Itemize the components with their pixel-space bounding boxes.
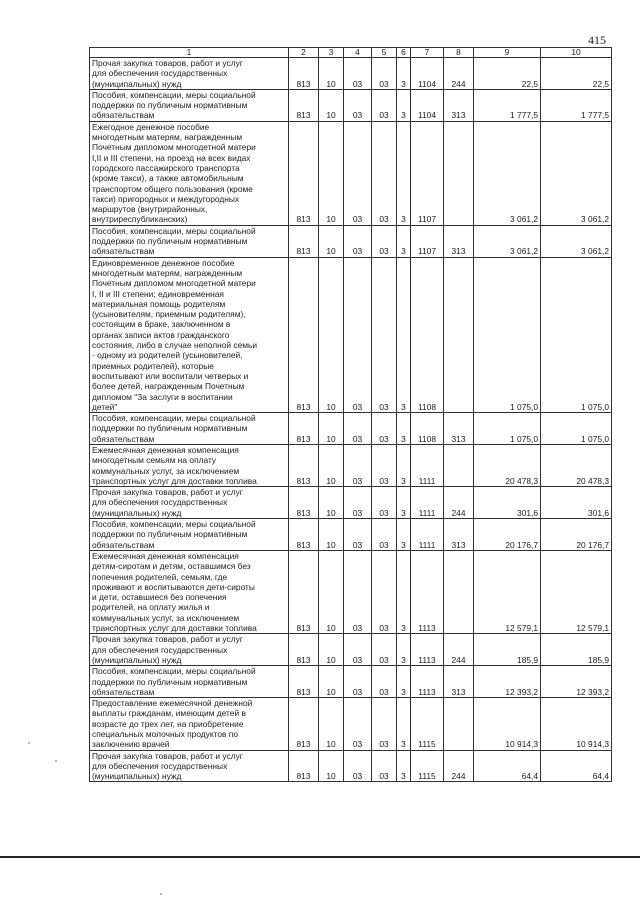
row-c3-cell: 10 [319,257,344,412]
row-c9-cell: 12 393,2 [474,666,541,698]
table-row [90,121,612,225]
row-c9-cell: 3 061,2 [474,121,541,225]
row-c7-cell: 1111 [411,444,444,486]
scan-speck [160,893,162,895]
row-c8-cell [444,121,474,225]
row-c8-cell: 244 [444,487,474,519]
row-c3-cell: 10 [319,550,344,633]
row-c9-cell: 22,5 [474,58,541,90]
row-c3-cell: 10 [319,750,344,782]
row-c2-cell: 813 [289,89,319,121]
row-c2-cell: 813 [289,121,319,225]
row-name-cell: Пособия, компенсации, меры социальной поддержки по публичным нормативным обязательствам [90,225,289,257]
row-c8-cell: 313 [444,225,474,257]
header-cell: 2 [289,48,319,58]
row-c10-cell: 301,6 [541,487,612,519]
row-c7-cell: 1115 [411,698,444,750]
row-c6-cell: 3 [397,519,411,551]
row-c7-cell: 1111 [411,519,444,551]
row-c2-cell: 813 [289,750,319,782]
row-c5-cell: 03 [372,58,397,90]
row-c9-cell: 185,9 [474,634,541,666]
row-c10-cell: 3 061,2 [541,225,612,257]
row-c4-cell: 03 [344,698,372,750]
page-number: 415 [588,33,606,47]
scan-speck [55,760,57,762]
row-c2-cell: 813 [289,519,319,551]
row-c6-cell: 3 [397,444,411,486]
row-c7-cell: 1113 [411,550,444,633]
row-c10-cell: 1 075,0 [541,257,612,412]
row-c7-cell: 1108 [411,413,444,445]
table-body [90,58,612,782]
header-cell: 5 [372,48,397,58]
header-cell: 4 [344,48,372,58]
row-c8-cell: 313 [444,519,474,551]
row-name-cell: Прочая закупка товаров, работ и услуг для обеспечения государственных (муниципальных) нужд [90,750,289,782]
row-c6-cell: 3 [397,257,411,412]
row-c6-cell: 3 [397,89,411,121]
budget-table [89,47,612,782]
row-c9-cell: 10 914,3 [474,698,541,750]
row-c3-cell: 10 [319,487,344,519]
row-c2-cell: 813 [289,413,319,445]
header-cell: 9 [474,48,541,58]
row-c5-cell: 03 [372,634,397,666]
row-name-cell: Предоставление ежемесячной денежной выплаты гражданам, имеющим детей в возрасте до трех лет, на приобретение специальных молочных продуктов по заключению врачей [90,698,289,750]
row-name-cell: Прочая закупка товаров, работ и услуг для обеспечения государственных (муниципальных) нужд [90,487,289,519]
row-name-cell: Единовременное денежное пособие многодетным матерям, награжденным Почетным дипломом многодетной матери I, II и III степени; единовременная материальная помощь родителям (усыновителям, приемным родителям), состоящим в браке, заключенном в органах записи актов гражданского состояния, либо в случае неполной семьи - одному из родителей (усыновителей, приемных родителей), которые воспитывают или воспитали четверых и более детей, награжденным Почетным дипломом "За заслуги в воспитании детей" [90,257,289,412]
row-c8-cell [444,550,474,633]
row-c2-cell: 813 [289,666,319,698]
row-c6-cell: 3 [397,58,411,90]
row-name-cell: Прочая закупка товаров, работ и услуг для обеспечения государственных (муниципальных) нужд [90,634,289,666]
row-c10-cell: 185,9 [541,634,612,666]
table-row [90,487,612,519]
row-c8-cell [444,698,474,750]
row-c4-cell: 03 [344,666,372,698]
row-c8-cell: 244 [444,750,474,782]
scan-speck [28,742,30,744]
row-c5-cell: 03 [372,225,397,257]
row-c6-cell: 3 [397,634,411,666]
row-c2-cell: 813 [289,225,319,257]
row-c4-cell: 03 [344,58,372,90]
table-row [90,666,612,698]
row-c4-cell: 03 [344,444,372,486]
header-cell: 3 [319,48,344,58]
row-c9-cell: 3 061,2 [474,225,541,257]
row-c3-cell: 10 [319,634,344,666]
row-c5-cell: 03 [372,257,397,412]
row-name-cell: Пособия, компенсации, меры социальной поддержки по публичным нормативным обязательствам [90,666,289,698]
row-c5-cell: 03 [372,698,397,750]
row-c4-cell: 03 [344,634,372,666]
row-c10-cell: 3 061,2 [541,121,612,225]
row-c2-cell: 813 [289,257,319,412]
row-c5-cell: 03 [372,444,397,486]
row-c10-cell: 12 579,1 [541,550,612,633]
row-c3-cell: 10 [319,121,344,225]
row-c9-cell: 12 579,1 [474,550,541,633]
row-c2-cell: 813 [289,550,319,633]
table-row [90,257,612,412]
table-header-row [90,48,612,58]
row-c5-cell: 03 [372,666,397,698]
row-c10-cell: 22,5 [541,58,612,90]
row-c7-cell: 1111 [411,487,444,519]
row-c7-cell: 1107 [411,121,444,225]
row-c3-cell: 10 [319,413,344,445]
row-name-cell: Пособия, компенсации, меры социальной поддержки по публичным нормативным обязательствам [90,89,289,121]
row-c10-cell: 20 478,3 [541,444,612,486]
row-c10-cell: 20 176,7 [541,519,612,551]
row-c3-cell: 10 [319,444,344,486]
row-c9-cell: 1 777,5 [474,89,541,121]
row-name-cell: Ежемесячная денежная компенсация многодетным семьям на оплату коммунальных услуг, за исключением транспортных услуг для доставки топлива [90,444,289,486]
row-c5-cell: 03 [372,487,397,519]
row-c7-cell: 1108 [411,257,444,412]
table-row [90,444,612,486]
row-c9-cell: 20 176,7 [474,519,541,551]
row-c4-cell: 03 [344,487,372,519]
row-c7-cell: 1113 [411,666,444,698]
row-c3-cell: 10 [319,225,344,257]
row-c2-cell: 813 [289,698,319,750]
row-c6-cell: 3 [397,225,411,257]
row-c10-cell: 1 777,5 [541,89,612,121]
row-c5-cell: 03 [372,750,397,782]
row-c2-cell: 813 [289,58,319,90]
row-c6-cell: 3 [397,550,411,633]
row-c3-cell: 10 [319,519,344,551]
table-row [90,225,612,257]
row-c4-cell: 03 [344,750,372,782]
table-row [90,698,612,750]
row-c8-cell: 244 [444,634,474,666]
row-c3-cell: 10 [319,58,344,90]
row-c10-cell: 12 393,2 [541,666,612,698]
row-c4-cell: 03 [344,550,372,633]
row-c9-cell: 301,6 [474,487,541,519]
row-c2-cell: 813 [289,487,319,519]
row-c5-cell: 03 [372,519,397,551]
row-c9-cell: 1 075,0 [474,257,541,412]
row-c5-cell: 03 [372,413,397,445]
row-name-cell: Ежемесячная денежная компенсация детям-сиротам и детям, оставшимся без попечения родителей, семьям, где проживают и воспитываются дети-сироты и дети, оставшиеся без попечения родителей, на оплату жилья и коммунальных услуг, за исключением транспортных услуг для доставки топлива [90,550,289,633]
header-cell: 1 [90,48,289,58]
row-c7-cell: 1113 [411,634,444,666]
row-c4-cell: 03 [344,519,372,551]
row-c4-cell: 03 [344,121,372,225]
row-c10-cell: 64,4 [541,750,612,782]
row-name-cell: Пособия, компенсации, меры социальной поддержки по публичным нормативным обязательствам [90,519,289,551]
table-row [90,58,612,90]
table-row [90,413,612,445]
row-c6-cell: 3 [397,413,411,445]
row-c4-cell: 03 [344,257,372,412]
row-c7-cell: 1115 [411,750,444,782]
row-c6-cell: 3 [397,666,411,698]
row-c5-cell: 03 [372,550,397,633]
row-c4-cell: 03 [344,225,372,257]
row-c2-cell: 813 [289,444,319,486]
row-c8-cell [444,257,474,412]
row-c6-cell: 3 [397,750,411,782]
row-c3-cell: 10 [319,89,344,121]
row-c6-cell: 3 [397,121,411,225]
row-c6-cell: 3 [397,698,411,750]
row-c7-cell: 1107 [411,225,444,257]
row-c9-cell: 20 478,3 [474,444,541,486]
row-c8-cell [444,444,474,486]
row-c6-cell: 3 [397,487,411,519]
table-row [90,634,612,666]
header-cell: 8 [444,48,474,58]
row-c7-cell: 1104 [411,58,444,90]
table-row [90,519,612,551]
row-c2-cell: 813 [289,634,319,666]
row-c8-cell: 313 [444,413,474,445]
row-c3-cell: 10 [319,698,344,750]
row-name-cell: Ежегодное денежное пособие многодетным матерям, награжденным Почетным дипломом многодетной матери I,II и III степени, на проезд на всех видах городского пассажирского транспорта (кроме такси), а также автомобильным транспортом общего пользования (кроме такси) пригородных и междугородных маршрутов (внутрирайонных, внутриреспубликанских) [90,121,289,225]
table-row [90,550,612,633]
row-c9-cell: 64,4 [474,750,541,782]
table-row [90,89,612,121]
table-row [90,750,612,782]
row-c10-cell: 10 914,3 [541,698,612,750]
row-c7-cell: 1104 [411,89,444,121]
row-c4-cell: 03 [344,89,372,121]
row-c8-cell: 313 [444,666,474,698]
row-c5-cell: 03 [372,121,397,225]
row-c5-cell: 03 [372,89,397,121]
row-c8-cell: 313 [444,89,474,121]
row-c9-cell: 1 075,0 [474,413,541,445]
page-bottom-rule [0,856,640,858]
row-name-cell: Пособия, компенсации, меры социальной поддержки по публичным нормативным обязательствам [90,413,289,445]
header-cell: 10 [541,48,612,58]
row-c3-cell: 10 [319,666,344,698]
row-name-cell: Прочая закупка товаров, работ и услуг для обеспечения государственных (муниципальных) нужд [90,58,289,90]
row-c4-cell: 03 [344,413,372,445]
header-cell: 7 [411,48,444,58]
header-cell: 6 [397,48,411,58]
row-c10-cell: 1 075,0 [541,413,612,445]
row-c8-cell: 244 [444,58,474,90]
